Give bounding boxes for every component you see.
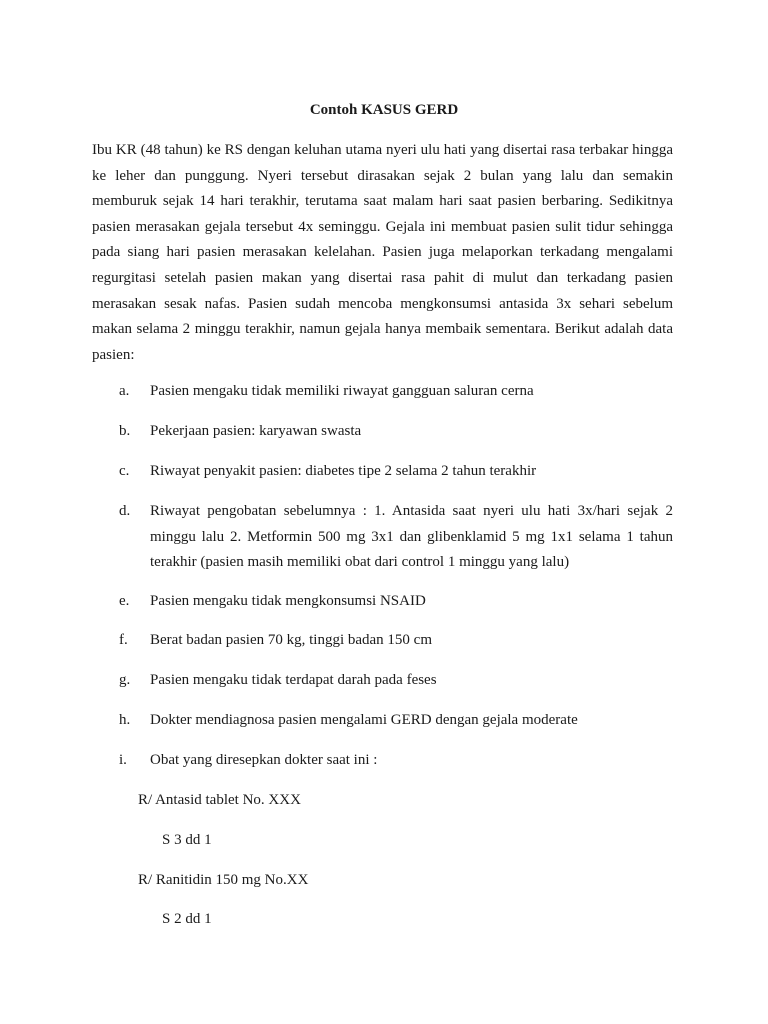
list-marker: f. — [119, 632, 128, 648]
list-item-text: Pekerjaan pasien: karyawan swasta — [150, 423, 362, 439]
list-item-text: Pasien mengaku tidak memiliki riwayat gangguan saluran cerna — [150, 383, 534, 399]
prescription-drug: R/ Ranitidin 150 mg No.XX — [138, 872, 309, 888]
prescription-signa: S 3 dd 1 — [162, 832, 212, 848]
list-marker: i. — [119, 752, 127, 768]
list-item-g — [119, 669, 673, 692]
list-marker: e. — [119, 593, 130, 609]
document-title: Contoh KASUS GERD — [309, 102, 459, 118]
list-marker: h. — [119, 712, 131, 728]
list-item-d — [119, 499, 673, 576]
list-marker: d. — [119, 503, 131, 519]
list-marker: g. — [119, 672, 131, 688]
list-item-text: Berat badan pasien 70 kg, tinggi badan 150 cm — [150, 632, 433, 648]
case-description: Ibu KR (48 tahun) ke RS dengan keluhan utama nyeri ulu hati yang disertai rasa terbakar hingga ke leher dan punggung. Nyeri tersebut dirasakan sejak 2 bulan yang lalu dan semakin memburuk sejak 14 hari terakhir, terutama saat malam hari saat pasien berbaring. Sedikitnya pasien merasakan gejala tersebut 4x seminggu. Gejala ini membuat pasien sulit tidur sehingga pada siang hari pasien merasakan kelelahan. Pasien juga melaporkan terkadang mengalami regurgitasi setelah pasien makan yang disertai rasa pahit di mulut dan terkadang pasien merasakan sesak nafas. Pasien sudah mencoba mengkonsumsi antasida 3x sehari sebelum makan selama 2 minggu terakhir, namun gejala hanya membaik sementara. Berikut adalah data pasien: — [92, 142, 673, 363]
list-item-text: Pasien mengaku tidak terdapat darah pada feses — [150, 672, 437, 688]
list-item-text: Obat yang diresepkan dokter saat ini : — [150, 752, 378, 768]
prescription-drug: R/ Antasid tablet No. XXX — [138, 792, 301, 808]
list-marker: a. — [119, 383, 130, 399]
list-item-text: Riwayat pengobatan sebelumnya : 1. Antasida saat nyeri ulu hati 3x/hari sejak 2 minggu lalu 2. Metformin 500 mg 3x1 dan glibenklamid 5 mg 1x1 selama 1 tahun terakhir (pasien masih memiliki obat dari control 1 minggu yang lalu) — [150, 503, 673, 570]
list-item-e — [119, 590, 673, 613]
list-item-h — [119, 709, 673, 732]
list-item-text: Pasien mengaku tidak mengkonsumsi NSAID — [150, 593, 426, 609]
list-marker: b. — [119, 423, 131, 439]
list-item-text: Riwayat penyakit pasien: diabetes tipe 2 selama 2 tahun terakhir — [150, 463, 537, 479]
list-item-i — [119, 749, 673, 772]
list-item-a — [119, 380, 673, 403]
list-item-f — [119, 629, 673, 652]
list-marker: c. — [119, 463, 130, 479]
list-item-text: Dokter mendiagnosa pasien mengalami GERD dengan gejala moderate — [150, 712, 578, 728]
list-item-b — [119, 420, 673, 443]
list-item-c — [119, 460, 673, 483]
prescription-signa: S 2 dd 1 — [162, 911, 212, 927]
